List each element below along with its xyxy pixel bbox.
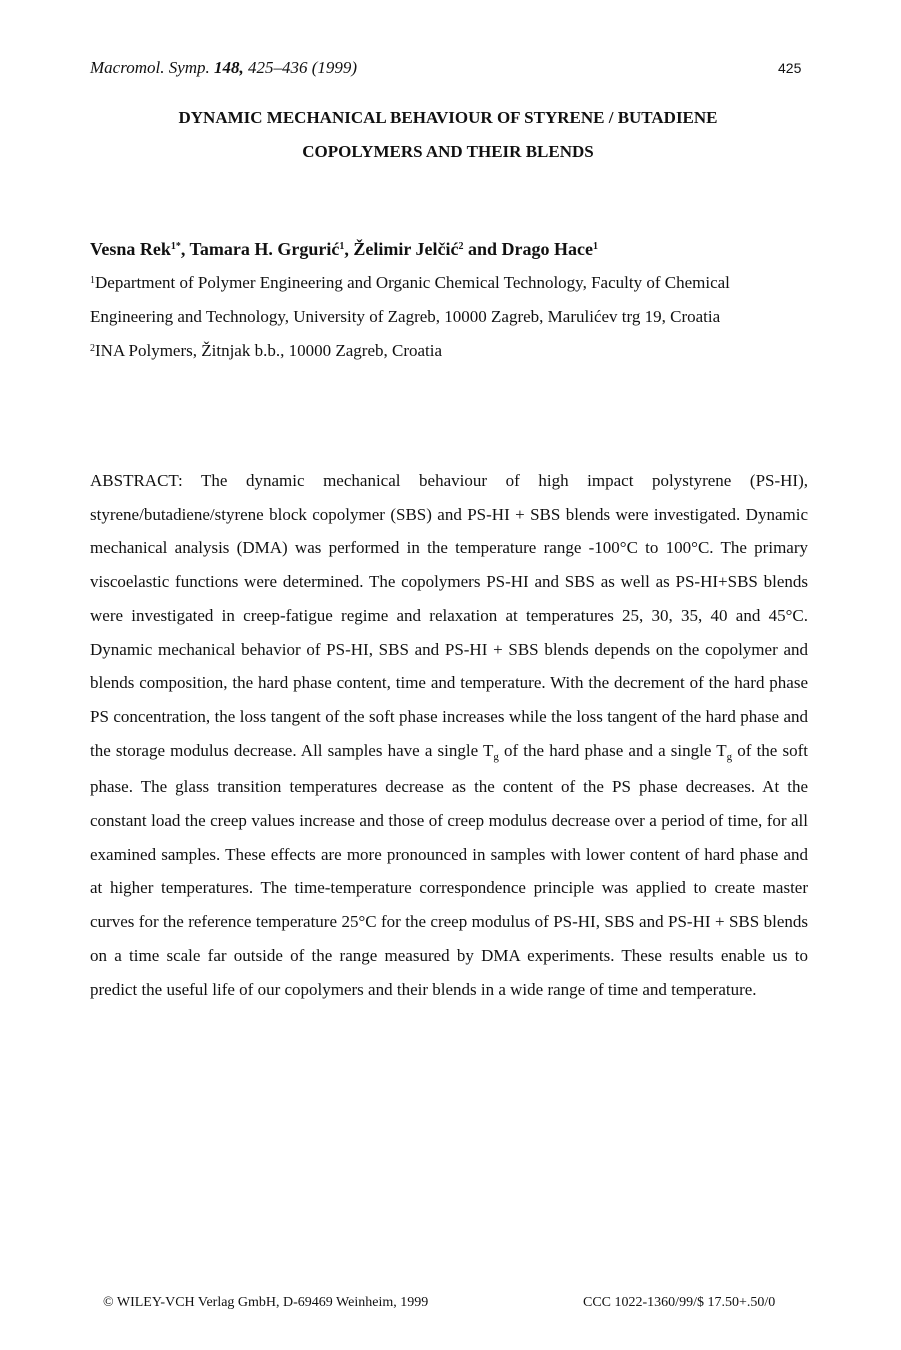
journal-name: Macromol. Symp. (90, 58, 210, 77)
abstract-subscript-1: g (493, 750, 499, 763)
author-4: and Drago Hace (463, 239, 593, 259)
abstract-text-3: of the soft phase. The glass transition temperatures decrease as the content of the PS phase decreases. At the constant load the creep values increase and those of creep modulus decrease over a period of time, for all examined samples. These effects are more pronounced in samples with lower content of hard phase and at higher temperatures. The time-temperature correspondence principle was applied to create master curves for the reference temperature 25°C for the creep modulus of PS-HI, SBS and PS-HI + SBS blends on a time scale far outside of the range measured by DMA experiments. These results enable us to predict the useful life of our copolymers and their blends in a wide range of time and temperature. (90, 740, 808, 999)
affiliation-2-mark: 2 (90, 343, 95, 354)
affiliation-1-line-2: Engineering and Technology, University of Zagreb, 10000 Zagreb, Marulićev trg 19, Croatia (90, 307, 721, 326)
abstract-subscript-2: g (726, 750, 733, 763)
affiliation-1-text-1: Department of Polymer Engineering and Organic Chemical Technology, Faculty of Chemical (95, 273, 730, 292)
journal-pages-year: 425–436 (1999) (248, 58, 358, 77)
author-2-affiliation-mark: 1 (339, 241, 345, 252)
author-1-affiliation-mark: 1* (170, 241, 181, 252)
affiliation-1-mark: 1 (90, 275, 95, 286)
affiliations (90, 266, 820, 368)
author-list (90, 236, 598, 262)
journal-volume: 148, (214, 58, 244, 77)
journal-reference (90, 57, 357, 79)
author-2: , Tamara H. Grgurić (180, 239, 340, 259)
affiliation-2-line-1 (90, 334, 820, 368)
abstract-text-2: of the hard phase and a single T (498, 740, 727, 760)
affiliation-1-line-1 (90, 266, 820, 300)
author-1: Vesna Rek (90, 239, 171, 259)
paper-title (90, 101, 806, 169)
author-4-affiliation-mark: 1 (593, 241, 598, 252)
author-3: , Želimir Jelčić (344, 239, 459, 259)
abstract-text-1: ABSTRACT: The dynamic mechanical behaviour of high impact polystyrene (PS-HI), styrene/butadiene/styrene block copolymer (SBS) and PS-HI + SBS blends were investigated. Dynamic mechanical analysis (DMA) was performed in the temperature range -100°C to 100°C. The primary viscoelastic functions were determined. The copolymers PS-HI and SBS as well as PS-HI+SBS blends were investigated in creep-fatigue regime and relaxation at temperatures 25, 30, 35, 40 and 45°C. Dynamic mechanical behavior of PS-HI, SBS and PS-HI + SBS blends depends on the copolymer and blends composition, the hard phase content, time and temperature. With the decrement of the hard phase PS concentration, the loss tangent of the soft phase increases while the loss tangent of the hard phase and the storage modulus decrease. All samples have a single T (90, 471, 808, 760)
copyright-notice: © WILEY-VCH Verlag GmbH, D-69469 Weinheim, 1999 (103, 1295, 429, 1310)
author-3-affiliation-mark: 2 (458, 241, 464, 252)
abstract-paragraph (90, 464, 808, 1006)
title-line-1: DYNAMIC MECHANICAL BEHAVIOUR OF STYRENE / BUTADIENE (178, 108, 718, 127)
affiliation-2-text: INA Polymers, Žitnjak b.b., 10000 Zagreb, Croatia (95, 341, 443, 360)
page-number: 425 (778, 60, 802, 76)
title-line-2: COPOLYMERS AND THEIR BLENDS (302, 142, 594, 161)
ccc-code: CCC 1022-1360/99/$ 17.50+.50/0 (583, 1295, 776, 1310)
